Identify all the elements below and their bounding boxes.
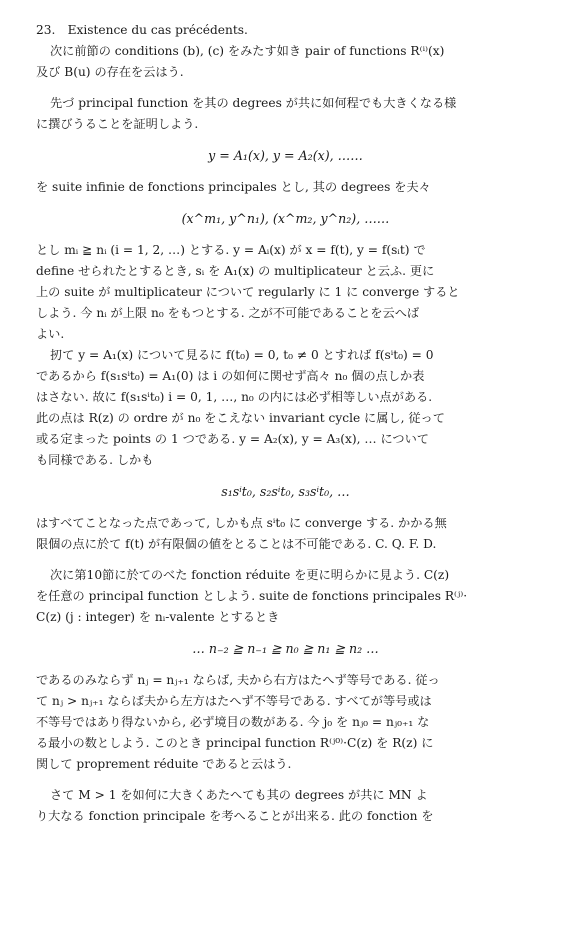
paragraph-3-line-3: 上の suite が multiplicateur について regularly に 1 に converge すると xyxy=(36,285,460,299)
formula-degrees: (x^m₁, y^n₁), (x^m₂, y^n₂), …… xyxy=(181,211,390,226)
paragraph-6-line-1: 次に第10節に於てのべた fonction réduite を更に明らかに見よう. C(z) xyxy=(50,568,450,582)
paragraph-3-line-1: とし mᵢ ≧ nᵢ (i = 1, 2, …) とする. y = Aᵢ(x) が x = f(t), y = f(sᵢt) で xyxy=(36,243,426,257)
paragraph-7-line-4: る最小の数としよう. このとき principal function R⁽ʲ⁰⁾·C(z) を R(z) に xyxy=(36,736,434,750)
suite-line: を suite infinie de fonctions principales とし, 其の degrees を夫々 xyxy=(36,180,431,194)
paragraph-4-line-2: であるから f(s₁sⁱt₀) = A₁(0) は i の如何に関せず高々 n₀ 個の点しか表 xyxy=(36,369,425,383)
paragraph-4-line-6: も同様である. しかも xyxy=(36,453,154,467)
formula-inequalities: … n₋₂ ≧ n₋₁ ≧ n₀ ≧ n₁ ≧ n₂ … xyxy=(192,641,379,656)
paragraph-4-line-4: 此の点は R(z) の ordre が n₀ をこえない invariant cycle に属し, 従って xyxy=(36,411,445,425)
paragraph-8-line-1: さて M > 1 を如何に大きくあたへても其の degrees が共に MN よ xyxy=(50,788,428,802)
paragraph-1-line-2: 及び B(u) の存在を云はう. xyxy=(36,65,184,79)
paragraph-2-line-2: に撰びうることを証明しよう. xyxy=(36,117,199,131)
paragraph-7-line-1: であるのみならず nⱼ = nⱼ₊₁ ならば, 夫から右方はたへず等号である. 従っ xyxy=(36,673,440,687)
paragraph-3-line-5: よい. xyxy=(36,327,65,341)
paragraph-7-line-5: 関して proprement réduite であると云はう. xyxy=(36,757,292,771)
paragraph-1-line-1: 次に前節の conditions (b), (c) をみたす如き pair of functions R⁽ⁱ⁾(x) xyxy=(50,44,445,58)
paragraph-6-line-2: を任意の principal function としよう. suite de fonctions principales R⁽ʲ⁾· xyxy=(36,589,468,603)
paragraph-4-line-3: はさない. 故に f(s₁sⁱt₀) i = 0, 1, …, n₀ の内には必ず相等しい点がある. xyxy=(36,390,433,404)
paragraph-3-line-2: define せられたとするとき, sᵢ を A₁(x) の multiplicateur と云ふ. 更に xyxy=(36,264,435,278)
formula-points: s₁sⁱt₀, s₂sⁱt₀, s₃sⁱt₀, … xyxy=(221,484,350,499)
paragraph-5-line-1: はすべてことなった点であって, しかも点 sⁱt₀ に converge する. かかる無 xyxy=(36,516,447,530)
paragraph-4-line-5: 或る定まった points の 1 つである. y = A₂(x), y = A₃(x), … について xyxy=(36,432,429,446)
paragraph-5-line-2: 限個の点に於て f(t) が有限個の値をとることは不可能である. C. Q. F. D. xyxy=(36,537,437,551)
section-title: 23. Existence du cas précédents. xyxy=(36,23,248,37)
paragraph-3-line-4: しよう. 今 nᵢ が上限 n₀ をもつとする. 之が不可能であることを云へば xyxy=(36,306,420,320)
paragraph-4-line-1: 扨て y = A₁(x) について見るに f(t₀) = 0, t₀ ≠ 0 とすれば f(sⁱt₀) = 0 xyxy=(50,348,434,362)
formula-sequence: y = A₁(x), y = A₂(x), …… xyxy=(208,148,363,163)
paragraph-6-line-3: C(z) (j : integer) を nᵢ-valente とするとき xyxy=(36,610,280,624)
paragraph-7-line-2: て nⱼ > nⱼ₊₁ ならば夫から左方はたへず不等号である. すべてが等号或は xyxy=(36,694,432,708)
paragraph-2-line-1: 先づ principal function を其の degrees が共に如何程でも大きくなる様 xyxy=(50,96,457,110)
paragraph-7-line-3: 不等号ではあり得ないから, 必ず境目の数がある. 今 j₀ を nⱼ₀ = nⱼ₀₊₁ な xyxy=(36,715,430,729)
paragraph-8-line-2: り大なる fonction principale を考へることが出来る. 此の fonction を xyxy=(36,809,434,823)
